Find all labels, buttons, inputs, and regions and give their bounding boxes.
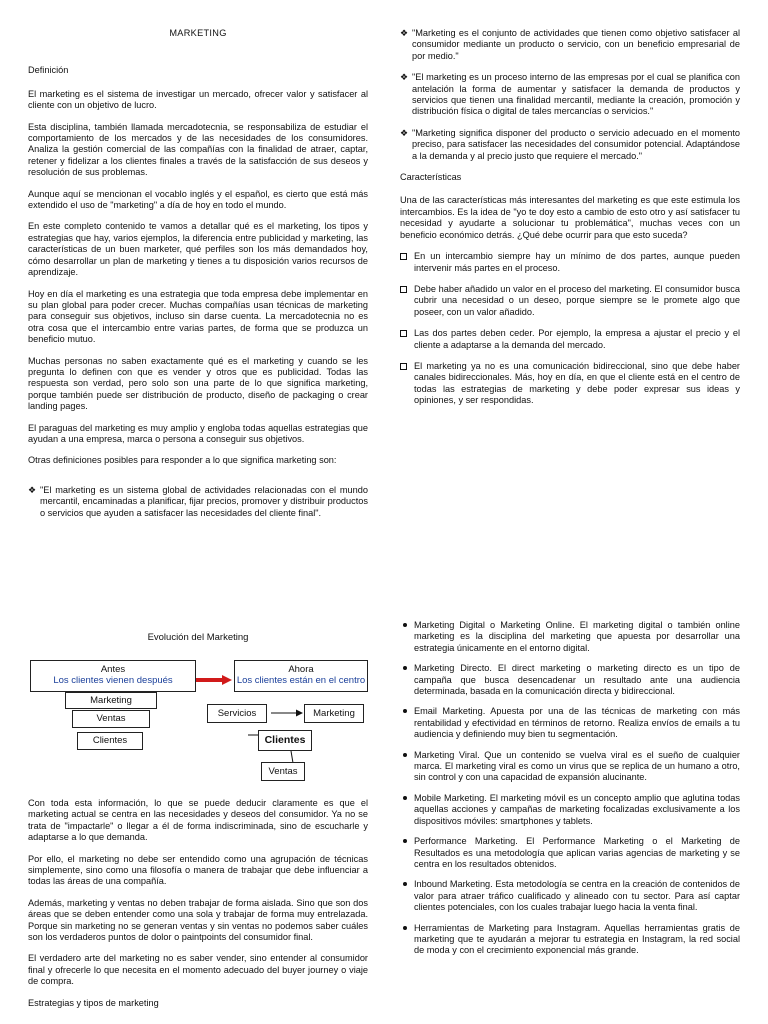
definition-list: [400, 28, 740, 162]
left-bottom-column: [28, 798, 368, 1021]
evolution-diagram: [28, 628, 373, 788]
paragraph: Otras definiciones posibles para responder a lo que significa marketing son:: [28, 455, 337, 466]
diamond-bullet-icon: ❖: [400, 72, 409, 83]
diamond-bullet-icon: ❖: [400, 127, 409, 138]
list-item: [400, 750, 740, 784]
bullet-dot-icon: [403, 623, 407, 627]
paragraph: El verdadero arte del marketing no es saber vender, sino entender al consumidor final y ofrecerle lo que necesita en el momento adecuado del buyer journey o viaje de compra.: [28, 953, 368, 987]
definition-heading: Definición: [28, 65, 69, 76]
arrow-right-icon: [196, 675, 232, 685]
ahora-box: [234, 660, 368, 692]
list-item-text: Las dos partes deben ceder. Por ejemplo, la empresa a ajustar el precio y el cliente a adaptarse a la demanda del mercado.: [414, 328, 740, 350]
diagram-title: Evolución del Marketing: [147, 632, 249, 643]
paragraph: El paraguas del marketing es muy amplio y engloba todas aquellas estrategias que ayudan a una empresa, marca o persona a conseguir sus objetivos.: [28, 422, 368, 444]
list-item: [400, 128, 740, 162]
left-top-column: [28, 28, 368, 529]
paragraph: El marketing es el sistema de investigar un mercado, ofrecer valor y satisfacer al cliente con un objetivo de lucro.: [28, 88, 368, 111]
clientes-label: Clientes: [264, 734, 306, 746]
ahora-subtitle: Los clientes están en el centro: [236, 675, 366, 686]
list-item: [400, 663, 740, 697]
checkbox-bullet-icon: [400, 286, 407, 293]
stack-clientes-box: [77, 732, 143, 750]
feature-list: [400, 251, 740, 406]
list-item: [400, 361, 740, 407]
servicios-box: [207, 704, 267, 723]
ahora-label: Ahora: [288, 664, 314, 675]
list-item-text: "Marketing es el conjunto de actividades que tienen como objetivo satisfacer al consumidor mediante un producto o servicio, con un beneficio empresarial de por medio.": [412, 28, 740, 61]
marketing-types-list: [400, 620, 740, 957]
paragraph: Además, marketing y ventas no deben trabajar de forma aislada. Sino que son dos áreas que se deben entender como una sola y trabajar de forma muy entrelazada. Porque sin marketing no se generan ventas y sin ventas no podemos saber cuáles son los verdaderos puntos de dolor o paintpoints del consumidor final.: [28, 897, 368, 943]
checkbox-bullet-icon: [400, 363, 407, 370]
paragraph: Por ello, el marketing no debe ser entendido como una agrupación de técnicas simplemente, sino como una filosofía o manera de trabajar que debe influenciar a todas las áreas de una compañía.: [28, 853, 368, 887]
characteristics-heading: Características: [400, 172, 462, 183]
paragraph: Una de las características más interesantes del marketing es que este estimula los intercambios. Es la idea de "yo te doy esto a cambio de esto otro y así satisfacer tu necesidad y ayudarte a solucionar tu problemática", muchas veces con un beneficio económico detrás. ¿Qué debe ocurrir para que esto suceda?: [400, 195, 740, 240]
ventas-box: [261, 762, 305, 781]
bullet-dot-icon: [403, 796, 407, 800]
paragraph: Muchas personas no saben exactamente qué es el marketing y cuando se les pregunta lo definen con que es vender y otros que es publicidad. Todas las respuesta son verdad, pero solo son una parte de lo que significa marketing, porque también puede ser distribución de producto, diseño de packaging o crear landing pages.: [28, 355, 368, 412]
bullet-dot-icon: [403, 926, 407, 930]
list-item: [400, 879, 740, 913]
antes-label: Antes: [100, 664, 126, 675]
page-title: MARKETING: [169, 28, 227, 38]
list-item-text: "El marketing es un sistema global de actividades relacionadas con el mundo mercantil, encaminadas a planificar, fijar precios, promover y distribuir productos o servicios que ayuden a satisfacer las necesidades del cliente final".: [40, 484, 368, 518]
list-item-text: Inbound Marketing. Esta metodología se centra en la creación de contenidos de valor para atraer tráfico cualificado y alineado con tu sector. Para así captar clientes potenciales, con los cuales trabajar luego hacia la venta final.: [414, 879, 740, 913]
list-item-text: Email Marketing. Apuesta por una de las técnicas de marketing con más rentabilidad y efectividad en términos de retorno. Realiza envíos de emails a tu audiencia y definiendo muy bien tu segmentación.: [414, 706, 740, 740]
diamond-bullet-icon: ❖: [28, 484, 37, 495]
list-item-text: Herramientas de Marketing para Instagram. Aquellas herramientas gratis de marketing que te ayudarán a mejorar tu estrategia en Instagram, la red social de moda y con el crecimiento exponencial más grande.: [414, 922, 740, 956]
paragraph: En este completo contenido te vamos a detallar qué es el marketing, los tipos y estrategias que hay, varios ejemplos, la diferencia entre publicidad y marketing, las características de un buen marketer, qué perfiles son los más demandados hoy, cómo desarrollar un plan de marketing y tienes a tu disposición varios recursos de aprendizaje.: [28, 221, 368, 278]
list-item-text: Marketing Viral. Que un contenido se vuelva viral es el sueño de cualquier marca. El marketing viral es como un virus que se replica de un humano a otro, sin control y con una capacidad de expansión alucinante.: [414, 749, 740, 783]
list-item-text: Marketing Digital o Marketing Online. El marketing digital o también online marketing es la disciplina del marketing que apuesta por desarrollar una estrategia únicamente en el entorno digital.: [414, 620, 740, 653]
ventas-label: Ventas: [268, 766, 298, 777]
list-item-text: El marketing ya no es una comunicación bidireccional, sino que debe haber canales bidireccionales. Más, hoy en día, en que el cliente está en el centro de todas las estrategias de marketing y debe poder expresar sus ideas y opiniones, y ser respondidas.: [414, 360, 740, 406]
stack-marketing-label: Marketing: [90, 695, 132, 706]
marketing-label: Marketing: [313, 708, 355, 719]
servicios-label: Servicios: [217, 708, 257, 719]
antes-subtitle: Los clientes vienen después: [53, 675, 173, 686]
list-item: [400, 251, 740, 274]
stack-ventas-box: [72, 710, 150, 728]
right-bottom-column: [400, 620, 740, 966]
list-item: [400, 793, 740, 827]
stack-ventas-label: Ventas: [96, 713, 126, 724]
list-item: [400, 72, 740, 118]
right-top-column: [400, 28, 740, 417]
diamond-bullet-icon: ❖: [400, 28, 409, 38]
arrow-right-icon: [271, 709, 303, 717]
list-item-text: Debe haber añadido un valor en el proceso del marketing. El consumidor busca cubrir una necesidad o un deseo, porque siempre se le promete algo que poseer, con un valor añadido.: [414, 283, 740, 317]
checkbox-bullet-icon: [400, 330, 407, 337]
paragraph: Hoy en día el marketing es una estrategia que toda empresa debe implementar en su plan global para poder crecer. Muchas compañías usan técnicas de marketing para conseguir sus objetivos, incluso sin darse cuenta. La mercadotecnia no es otra cosa que el intercambio entre varias partes, de forma que se produzca un beneficio mutuo.: [28, 288, 368, 345]
list-item-text: "El marketing es un proceso interno de las empresas por el cual se planifica con antelación la forma de aumentar y satisfacer la demanda de productos y servicios que tienen una finalidad mercantil, mediante la creación, promoción y distribución física o digital de tales mercancías o servicios.": [412, 72, 740, 117]
list-item-text: "Marketing significa disponer del producto o servicio adecuado en el momento preciso, para satisfacer las necesidades del consumidor potencial. Adaptándose a la demanda y al precio justo que requiere el mercado.": [412, 127, 740, 161]
checkbox-bullet-icon: [400, 253, 407, 260]
paragraph: Con toda esta información, lo que se puede deducir claramente es que el marketing actual se centra en las necesidades y deseos del consumidor. Ya no se trata de "impactarle" o llegar a él de forma indiscriminada, sino de escucharle y adaptarse a lo que demanda.: [28, 798, 368, 843]
strategies-heading: Estrategias y tipos de marketing: [28, 997, 159, 1008]
list-item: [400, 620, 740, 654]
list-item-text: Performance Marketing. El Performance Marketing o el Marketing de Resultados es una metodología que aplican varias agencias de marketing y se centra en los resultados obtenidos.: [414, 836, 740, 869]
list-item: [400, 923, 740, 957]
stack-clientes-label: Clientes: [92, 735, 128, 746]
list-item: [400, 284, 740, 318]
list-item-text: Mobile Marketing. El marketing móvil es un concepto amplio que aglutina todas aquellas acciones y campañas de marketing focalizadas exclusivamente a los dispositivos móviles: smartphones y tablets.: [414, 792, 740, 826]
paragraph: Aunque aquí se mencionan el vocablo inglés y el español, es cierto que está más extendido el uso de "marketing" a día de hoy en todo el mundo.: [28, 188, 368, 211]
bullet-dot-icon: [403, 666, 407, 670]
list-item: [400, 836, 740, 870]
list-item: [400, 328, 740, 351]
stack-marketing-box: [65, 692, 157, 709]
list-item-text: Marketing Directo. El direct marketing o marketing directo es un tipo de campaña que busca desencadenar un resultado ante una audiencia determinada, basada en la comunicación directa y bidireccional.: [414, 663, 740, 697]
clientes-box: [258, 730, 312, 751]
bullet-dot-icon: [403, 709, 407, 713]
list-item: [400, 28, 740, 62]
bullet-dot-icon: [403, 882, 407, 886]
bullet-dot-icon: [403, 753, 407, 757]
list-item-text: En un intercambio siempre hay un mínimo de dos partes, aunque pueden intervenir más partes en el proceso.: [414, 251, 740, 273]
antes-box: [30, 660, 196, 692]
paragraph: Esta disciplina, también llamada mercadotecnia, se responsabiliza de estudiar el comportamiento de los mercados y de las necesidades de los consumidores. Analiza la gestión comercial de las compañías con la finalidad de atraer, captar, retener y fidelizar a los clientes finales a través de la satisfacción de sus deseos y resolución de sus problemas.: [28, 121, 368, 178]
list-item: [28, 485, 368, 519]
marketing-box: [304, 704, 364, 723]
bullet-dot-icon: [403, 839, 407, 843]
list-item: [400, 706, 740, 740]
definition-list: [28, 485, 368, 519]
